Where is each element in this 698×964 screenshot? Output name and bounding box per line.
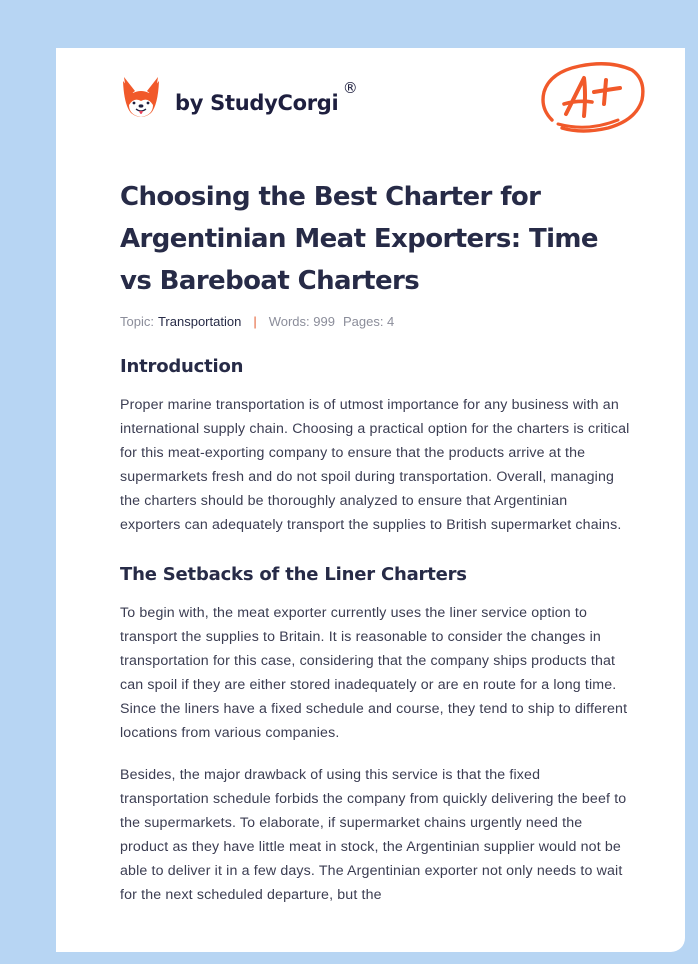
topic-link[interactable]: Transportation bbox=[157, 314, 242, 329]
section-heading-introduction: Introduction bbox=[120, 356, 244, 377]
page-count: Pages: 4 bbox=[342, 314, 395, 329]
paragraph: To begin with, the meat exporter currently uses the liner service option to transport the supplies to Britain. It is reasonable to consider the changes in transportation for this case, considering that the company ships products that can spoil if they are either stored inadequately or are en route for a long time. Since the liners have a fixed schedule and course, they tend to ship to different locations from various companies. bbox=[120, 605, 628, 741]
document-content bbox=[120, 176, 630, 907]
studycorgi-logo[interactable] bbox=[121, 75, 358, 121]
a-plus-grade-icon bbox=[538, 58, 648, 138]
section-heading-setbacks: The Setbacks of the Liner Charters bbox=[120, 564, 467, 585]
topic-label: Topic: bbox=[120, 314, 154, 329]
corgi-icon bbox=[121, 75, 161, 121]
document-title: Choosing the Best Charter for Argentinian Meat Exporters: Time vs Bareboat Charters bbox=[120, 182, 598, 296]
logo-wordmark: by StudyCorgi bbox=[175, 91, 339, 115]
document-meta bbox=[120, 314, 630, 329]
paragraph: Proper marine transportation is of utmost importance for any business with an international supply chain. Choosing a practical option for the charters is critical for this meat-exporting company to ensure that the products arrive at the supermarkets fresh and do not spoil during transportation. Overall, managing the charters should be thoroughly analyzed to ensure that Argentinian exporters can adequately transport the supplies to British supermarket chains. bbox=[120, 397, 630, 533]
document-card bbox=[56, 48, 685, 952]
logo-text bbox=[175, 79, 358, 115]
header bbox=[56, 48, 685, 168]
paragraph: Besides, the major drawback of using this service is that the fixed transportation schedule forbids the company from quickly delivering the beef to the supermarkets. To elaborate, if supermarket chains urgently need the product as they have little meat in stock, the Argentinian supplier would not be able to deliver it in a few days. The Argentinian exporter not only needs to wait for the next scheduled departure, but the bbox=[120, 767, 627, 903]
meta-separator: | bbox=[253, 314, 257, 329]
registered-mark: ® bbox=[342, 79, 358, 97]
word-count: Words: 999 bbox=[268, 314, 335, 329]
